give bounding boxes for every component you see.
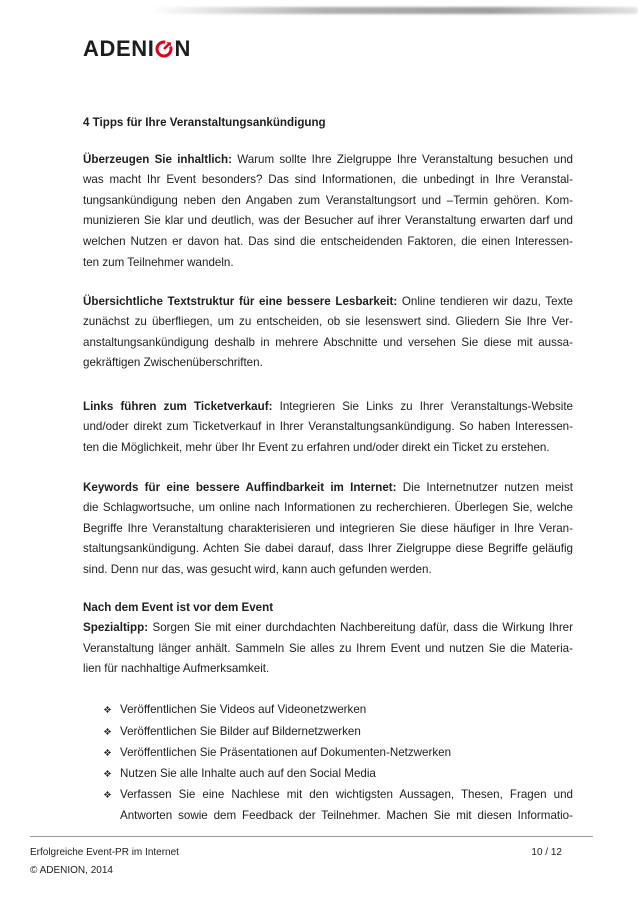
tip-lead: Übersichtliche Textstruktur für eine bessere Lesbarkeit: [83, 294, 398, 308]
adenion-logo [83, 37, 191, 61]
text-line: und/oder direkt zum Ticketverkauf in Ihrer Veranstaltungsankündigung. So haben Interessen- [83, 420, 573, 434]
footer-divider [30, 836, 593, 837]
page-heading: 4 Tipps für Ihre Veranstaltungsankündigung [83, 115, 326, 129]
text-line: lien für nachhaltige Aufmerksamkeit. [83, 662, 270, 676]
section-heading: Nach dem Event ist vor dem Event [83, 600, 274, 614]
diamond-bullet-icon [104, 706, 111, 713]
diamond-bullet-icon [104, 749, 111, 756]
tip-lead: Überzeugen Sie inhaltlich: [83, 152, 232, 166]
text-line: welchen Nutzen er davon hat. Das sind die entscheidenden Faktoren, die einen Interessen- [83, 235, 573, 249]
bullet-list [104, 699, 573, 826]
list-item [104, 763, 573, 784]
list-item [104, 742, 573, 763]
text-line: die Schlagwortsuche, um online nach Informationen zu recherchieren. Überlegen Sie, welche [83, 501, 573, 515]
diamond-bullet-icon [104, 728, 111, 735]
text-line [83, 618, 573, 639]
list-item [104, 721, 573, 742]
tip-lead: Keywords für eine bessere Auffindbarkeit im Internet: [83, 480, 397, 494]
list-item-text: Veröffentlichen Sie Präsentationen auf Dokumenten-Netzwerken [120, 745, 452, 759]
logo-text-start: ADENI [83, 36, 155, 61]
text-line-content: Warum sollte Ihre Zielgruppe Ihre Veranstaltung besuchen und [237, 152, 573, 166]
text-line: gekräftigen Zwischenüberschriften. [83, 356, 263, 370]
text-line: ten zum Teilnehmer wandeln. [83, 255, 234, 269]
footer-document-title: Erfolgreiche Event-PR im Internet [30, 847, 179, 858]
text-line: staltungsankündigung. Achten Sie dabei darauf, dass Ihrer Zielgruppe diese Begriffe geläufig [83, 542, 573, 556]
diamond-bullet-icon [104, 791, 111, 798]
tip-lead: Links führen zum Ticketverkauf: [83, 399, 273, 413]
tip-paragraph-3 [83, 397, 573, 459]
list-item-text: Veröffentlichen Sie Videos auf Videonetzwerken [120, 703, 367, 717]
text-line-content: Online tendieren wir dazu, Texte [401, 294, 573, 308]
text-line: was macht Ihr Event besonders? Das sind Informationen, die unbedingt in Ihre Veranstal- [83, 173, 573, 187]
text-line-content: Die Internetnutzer nutzen meist [402, 480, 574, 494]
text-line-content: Integrieren Sie Links zu Ihrer Veranstaltungs-Website [279, 399, 573, 413]
text-line: zunächst zu überfliegen, um zu entscheiden, ob sie lesenswert sind. Gliedern Sie Ihre Ver- [83, 315, 573, 329]
text-line: Begriffe Ihre Veranstaltung charakterisieren und integrieren Sie diese häufiger in Ihre Veran- [83, 521, 573, 535]
text-line: Veranstaltung länger anhält. Sammeln Sie alles zu Ihrem Event und nutzen Sie die Materia- [83, 641, 573, 655]
text-line [83, 397, 573, 418]
tip-paragraph-1 [83, 150, 573, 274]
after-event-section [83, 598, 573, 680]
list-item-text: Verfassen Sie eine Nachlese mit den wichtigsten Aussagen, Thesen, Fragen und [120, 788, 573, 802]
text-line: ten die Möglichkeit, mehr über Ihr Event zu erfahren und/oder direkt ein Ticket zu erstehen. [83, 440, 550, 454]
logo-text-end: N [174, 36, 191, 61]
tip-paragraph-4 [83, 478, 573, 581]
footer-copyright: © ADENION, 2014 [30, 865, 113, 876]
tip-paragraph-2 [83, 292, 573, 374]
page-heading-block [83, 113, 573, 134]
text-line: tungsankündigung neben den Angaben zum Veranstaltungsort und –Termin gehören. Kom- [83, 193, 573, 207]
list-item [104, 699, 573, 720]
text-line-content: Sorgen Sie mit einer durchdachten Nachbereitung dafür, dass die Wirkung Ihrer [152, 621, 573, 635]
text-line [83, 292, 573, 313]
list-item [104, 784, 573, 826]
diamond-bullet-icon [104, 770, 111, 777]
footer-page-number: 10 / 12 [531, 847, 562, 858]
text-line [83, 150, 573, 171]
list-item-text: Antworten sowie dem Feedback der Teilnehmer. Machen Sie mit diesen Informatio- [120, 809, 573, 823]
text-line: anstaltungsankündigung deshalb in mehrere Abschnitte und versehen Sie diese mit aussa- [83, 335, 573, 349]
text-line: munizieren Sie klar und deutlich, was der Besucher auf ihrer Veranstaltung erwarten darf und [83, 214, 573, 228]
list-item-text: Veröffentlichen Sie Bilder auf Bildernetzwerken [120, 724, 361, 738]
text-line: sind. Denn nur das, was gesucht wird, kann auch gefunden werden. [83, 563, 432, 577]
tip-lead: Spezialtipp: [83, 621, 149, 635]
page-top-shadow-bar [150, 7, 638, 14]
list-item-text: Nutzen Sie alle Inhalte auch auf den Social Media [120, 767, 376, 780]
logo-ring-arrow-icon [155, 40, 173, 58]
text-line [83, 478, 573, 499]
